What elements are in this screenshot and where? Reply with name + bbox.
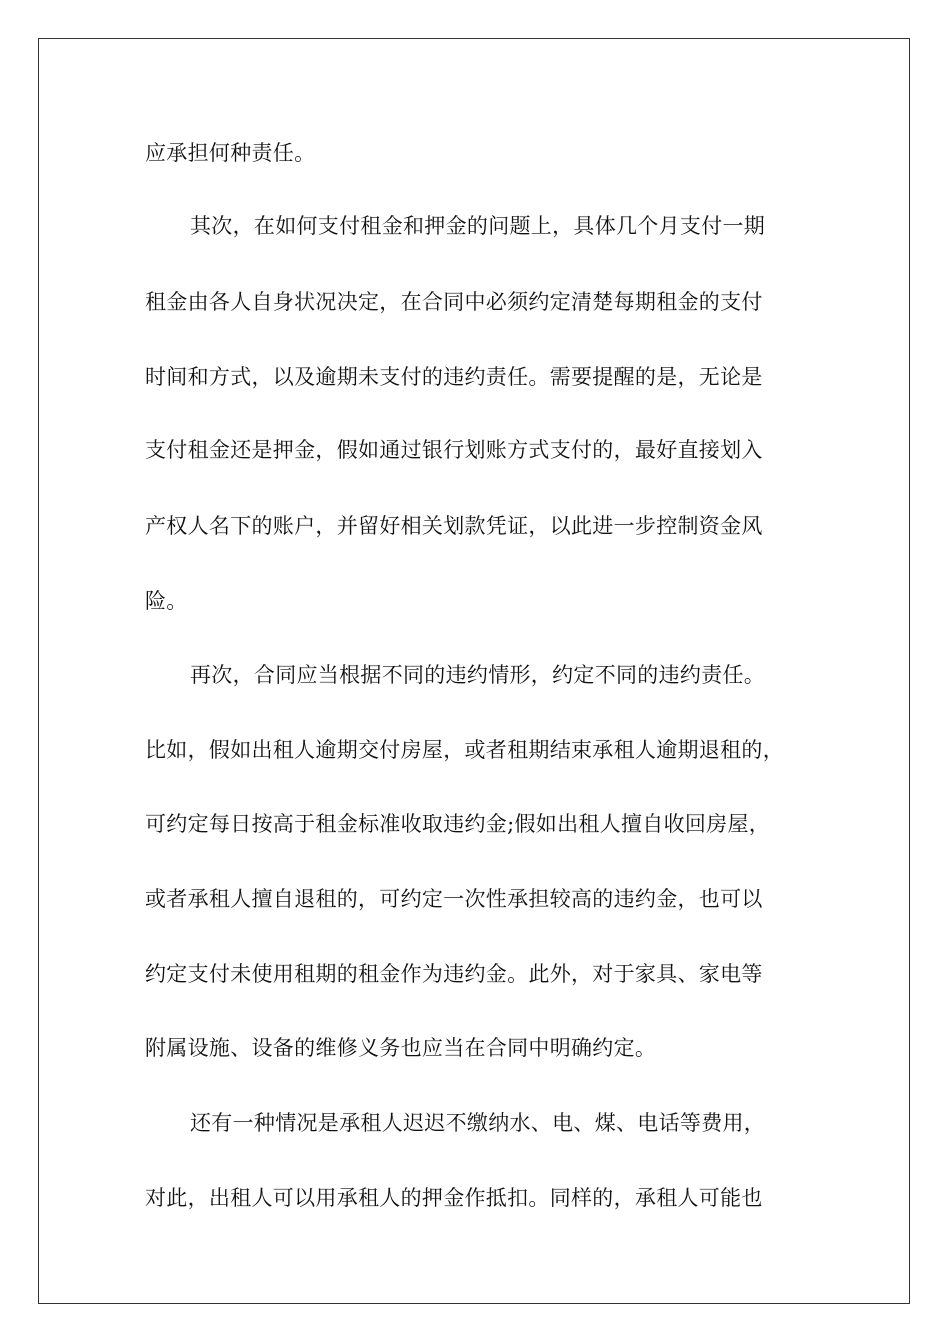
text-line: 约定支付未使用租期的租金作为违约金。此外，对于家具、家电等 (145, 962, 763, 986)
text-line: 支付租金还是押金，假如通过银行划账方式支付的，最好直接划入 (145, 438, 763, 462)
text-line: 产权人名下的账户，并留好相关划款凭证，以此进一步控制资金风 (145, 514, 763, 538)
paragraph-first-line: 再次，合同应当根据不同的违约情形，约定不同的违约责任。 (190, 663, 766, 687)
text-line: 附属设施、设备的维修义务也应当在合同中明确约定。 (145, 1036, 657, 1060)
text-line: 租金由各人自身状况决定，在合同中必须约定清楚每期租金的支付 (145, 290, 763, 314)
text-line: 或者承租人擅自退租的，可约定一次性承担较高的违约金，也可以 (145, 887, 763, 911)
paragraph-first-line: 其次，在如何支付租金和押金的问题上，具体几个月支付一期 (190, 214, 766, 238)
text-line: 险。 (145, 589, 188, 613)
text-line: 比如，假如出租人逾期交付房屋，或者租期结束承租人逾期退租的， (145, 738, 784, 762)
text-line: 应承担何种责任。 (145, 141, 316, 165)
text-line: 时间和方式，以及逾期未支付的违约责任。需要提醒的是，无论是 (145, 365, 763, 389)
paragraph-first-line: 还有一种情况是承租人迟迟不缴纳水、电、煤、电话等费用， (190, 1111, 766, 1135)
text-line: 对此，出租人可以用承租人的押金作抵扣。同样的，承租人可能也 (145, 1186, 763, 1210)
text-line: 可约定每日按高于租金标准收取违约金;假如出租人擅自收回房屋， (145, 812, 771, 836)
